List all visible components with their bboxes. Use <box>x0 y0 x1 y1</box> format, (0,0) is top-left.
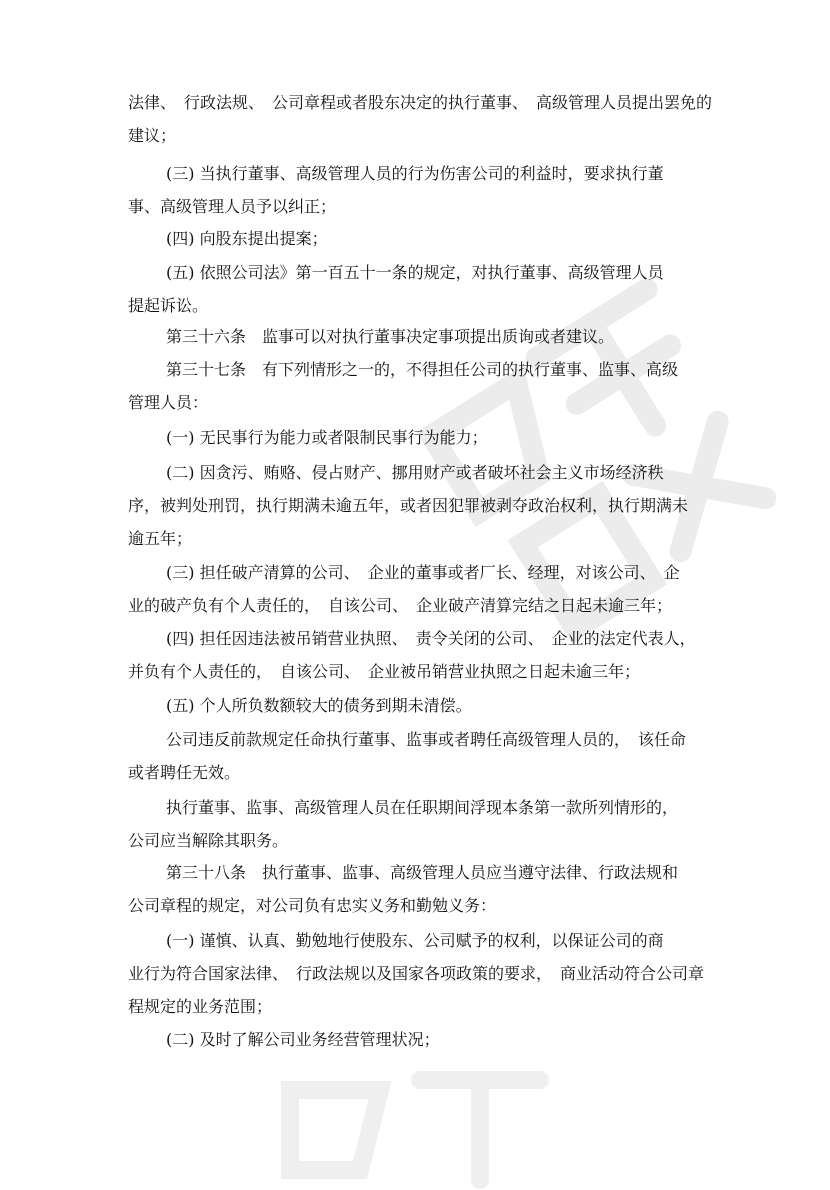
text-line: 业行为符合国家法律、 行政法规以及国家各项政策的要求， 商业活动符合公司章 <box>128 964 705 983</box>
paragraph-0 <box>128 86 713 152</box>
paragraph-15 <box>128 1023 708 1056</box>
text-line: 或者聘任无效。 <box>128 763 241 782</box>
paragraph-4 <box>128 320 708 353</box>
text-line: 建议； <box>128 126 177 145</box>
text-line: (五) 个人所负数额较大的债务到期未清偿。 <box>166 696 472 715</box>
text-line: 程规定的业务范围； <box>128 997 273 1016</box>
text-line: 业的破产负有个人责任的， 自该公司、 企业破产清算完结之日起未逾三年； <box>128 596 673 615</box>
text-line: 第三十八条 执行董事、监事、高级管理人员应当遵守法律、行政法规和 <box>166 863 679 882</box>
text-line: (三) 当执行董事、高级管理人员的行为伤害公司的利益时，要求执行董 <box>166 164 664 183</box>
paragraph-14 <box>128 924 708 1023</box>
paragraph-10 <box>128 689 708 722</box>
watermark-graphic-bottom <box>260 1050 560 1190</box>
paragraph-12 <box>128 791 708 857</box>
text-line: (一) 谨慎、认真、勤勉地行使股东、公司赋予的权利，以保证公司的商 <box>166 931 664 950</box>
text-line: 并负有个人责任的， 自该公司、 企业被吊销营业执照之日起未逾三年； <box>128 662 641 681</box>
paragraph-13 <box>128 856 708 922</box>
text-line: (一) 无民事行为能力或者限制民事行为能力； <box>166 428 488 447</box>
text-line: 执行董事、监事、高级管理人员在任职期间浮现本条第一款所列情形的， <box>166 798 679 817</box>
paragraph-11 <box>128 723 708 789</box>
text-line: 公司违反前款规定任命执行董事、监事或者聘任高级管理人员的， 该任命 <box>166 730 687 749</box>
text-line: 公司章程的规定，对公司负有忠实义务和勤勉义务： <box>128 896 497 915</box>
text-line: (二) 因贪污、贿赂、侵占财产、挪用财产或者破坏社会主义市场经济秩 <box>166 463 664 482</box>
text-line: (五) 依照公司法》第一百五十一条的规定，对执行董事、高级管理人员 <box>166 263 664 282</box>
paragraph-7 <box>128 456 708 555</box>
text-line: 逾五年； <box>128 529 193 548</box>
paragraph-8 <box>128 556 708 622</box>
text-line: (三) 担任破产清算的公司、 企业的董事或者厂长、经理，对该公司、 企 <box>166 563 680 582</box>
text-line: (四) 向股东提出提案； <box>166 229 328 248</box>
paragraph-6 <box>128 421 708 454</box>
text-line: 第三十六条 监事可以对执行董事决定事项提出质询或者建议。 <box>166 327 615 346</box>
text-line: 法律、 行政法规、 公司章程或者股东决定的执行董事、 高级管理人员提出罢免的 <box>128 93 713 112</box>
text-line: 第三十七条 有下列情形之一的，不得担任公司的执行董事、监事、高级 <box>166 360 679 379</box>
paragraph-3 <box>128 256 708 322</box>
text-line: (二) 及时了解公司业务经营管理状况； <box>166 1030 440 1049</box>
paragraph-1 <box>128 157 708 223</box>
text-line: 事、高级管理人员予以纠正； <box>128 197 337 216</box>
paragraph-2 <box>128 222 708 255</box>
text-line: 序，被判处刑罚，执行期满未逾五年，或者因犯罪被剥夺政治权利，执行期满未 <box>128 496 689 515</box>
text-line: 公司应当解除其职务。 <box>128 831 289 850</box>
text-line: 提起诉讼。 <box>128 296 209 315</box>
paragraph-5 <box>128 353 708 419</box>
text-line: (四) 担任因违法被吊销营业执照、 责令关闭的公司、 企业的法定代表人， <box>166 629 696 648</box>
text-line: 管理人员： <box>128 393 209 412</box>
paragraph-9 <box>128 622 708 688</box>
